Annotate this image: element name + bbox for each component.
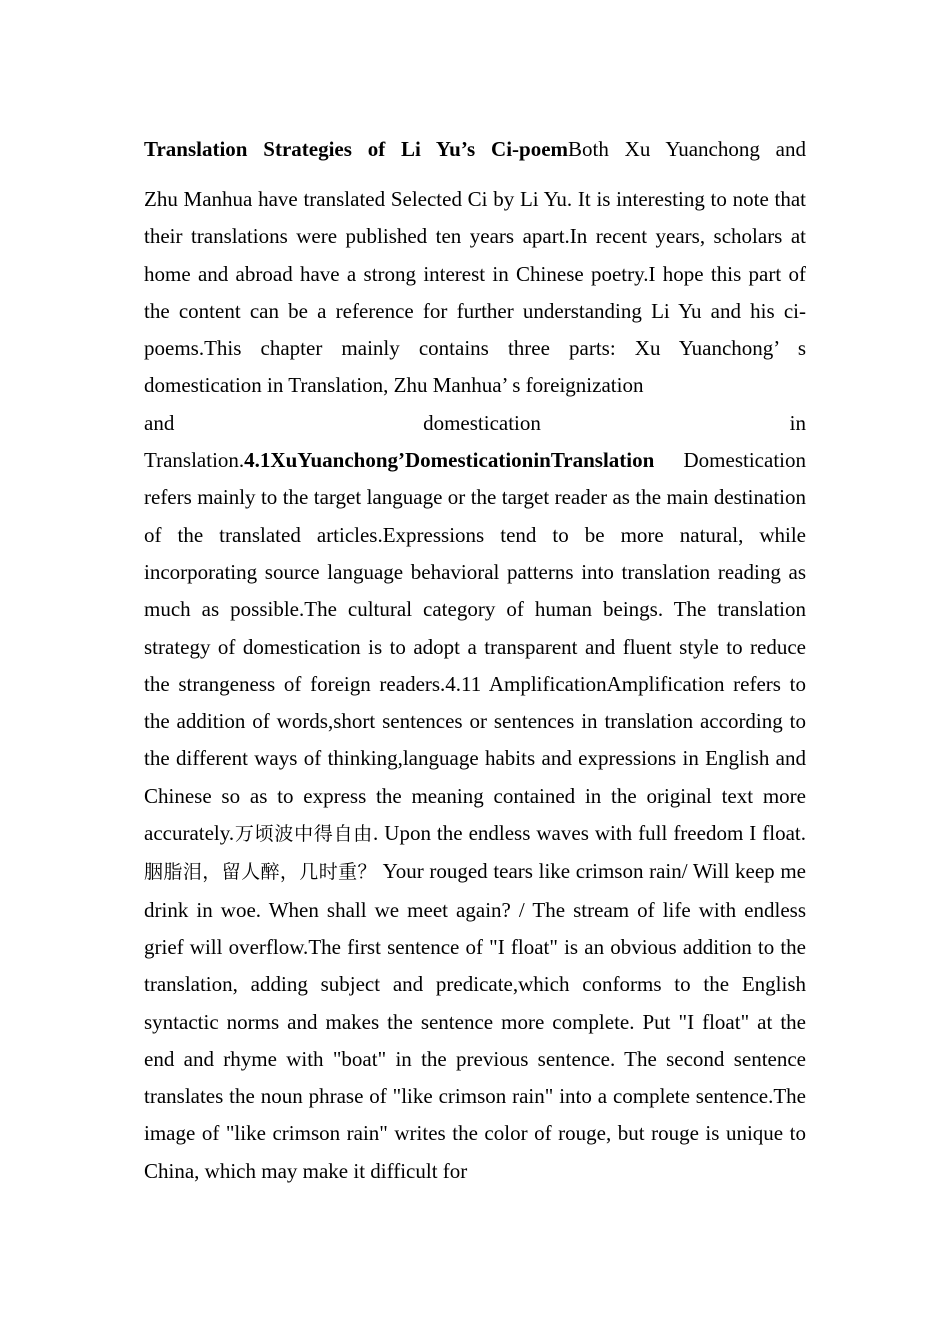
example-2-translation: Your rouged tears like crimson rain/ Will keep me drink in woe. When shall we meet again? / The stream of life with endless grief will overflow. [144,859,806,959]
spread-word: domestication [423,410,541,435]
spread-word: and [144,410,175,435]
intro-spread-line [144,405,806,442]
chinese-example-1: 万顷波中得自由 [234,823,374,846]
section-body: Domestication refers mainly to the target language or the target reader as the main destination of the translated articles.Expressions tend to be more natural, while incorporating source language behavioral patterns into translation reading as much as possible.The cultural category of human beings. The translation strategy of domestication is to adopt a transparent and fluent style to reduce the strangeness of foreign readers.4.11 AmplificationAmplification refers to the addition of words,short sentences or sentences in translation according to the different ways of thinking,language habits and expressions in English and Chinese so as to express the meaning contained in the original text more accurately. [144,448,806,846]
spread-word: in [789,410,806,435]
intro-paragraph: Zhu Manhua have translated Selected Ci by Li Yu. It is interesting to note that their translations were published ten years apart.In recent years, scholars at home and abroad have a strong interest in Chinese poetry.I hope this part of the content can be a reference for further understanding Li Yu and his ci-poems.This chapter mainly contains three parts: Xu Yuanchong’ s domestication in Translation, Zhu Manhua’ s foreignization [144,187,806,398]
document-title: Translation Strategies of Li Yu’s Ci-poem [144,137,569,161]
chinese-example-2: 胭脂泪，留人醉，几时重？ [144,861,377,884]
section-heading: 4.1XuYuanchong’DomesticationinTranslation [244,448,655,473]
example-1-translation: . Upon the endless waves with full freedom I float. [373,821,806,846]
first-line-block [144,131,806,181]
intro-first-line: Both Xu Yuanchong and [568,137,806,161]
title-line [144,131,806,181]
intro-end: Translation. [144,448,245,473]
analysis-paragraph: The first sentence of "I float" is an obvious addition to the translation, adding subject and predicate,which conforms to the English syntactic norms and makes the sentence more complete. Put "I float" at the end and rhyme with "boat" in the previous sentence. The second sentence translates the noun phrase of "like crimson rain" into a complete sentence.The image of "like crimson rain" writes the color of rouge, but rouge is unique to China, which may make it difficult for [144,934,806,1183]
body-text [144,181,806,1190]
